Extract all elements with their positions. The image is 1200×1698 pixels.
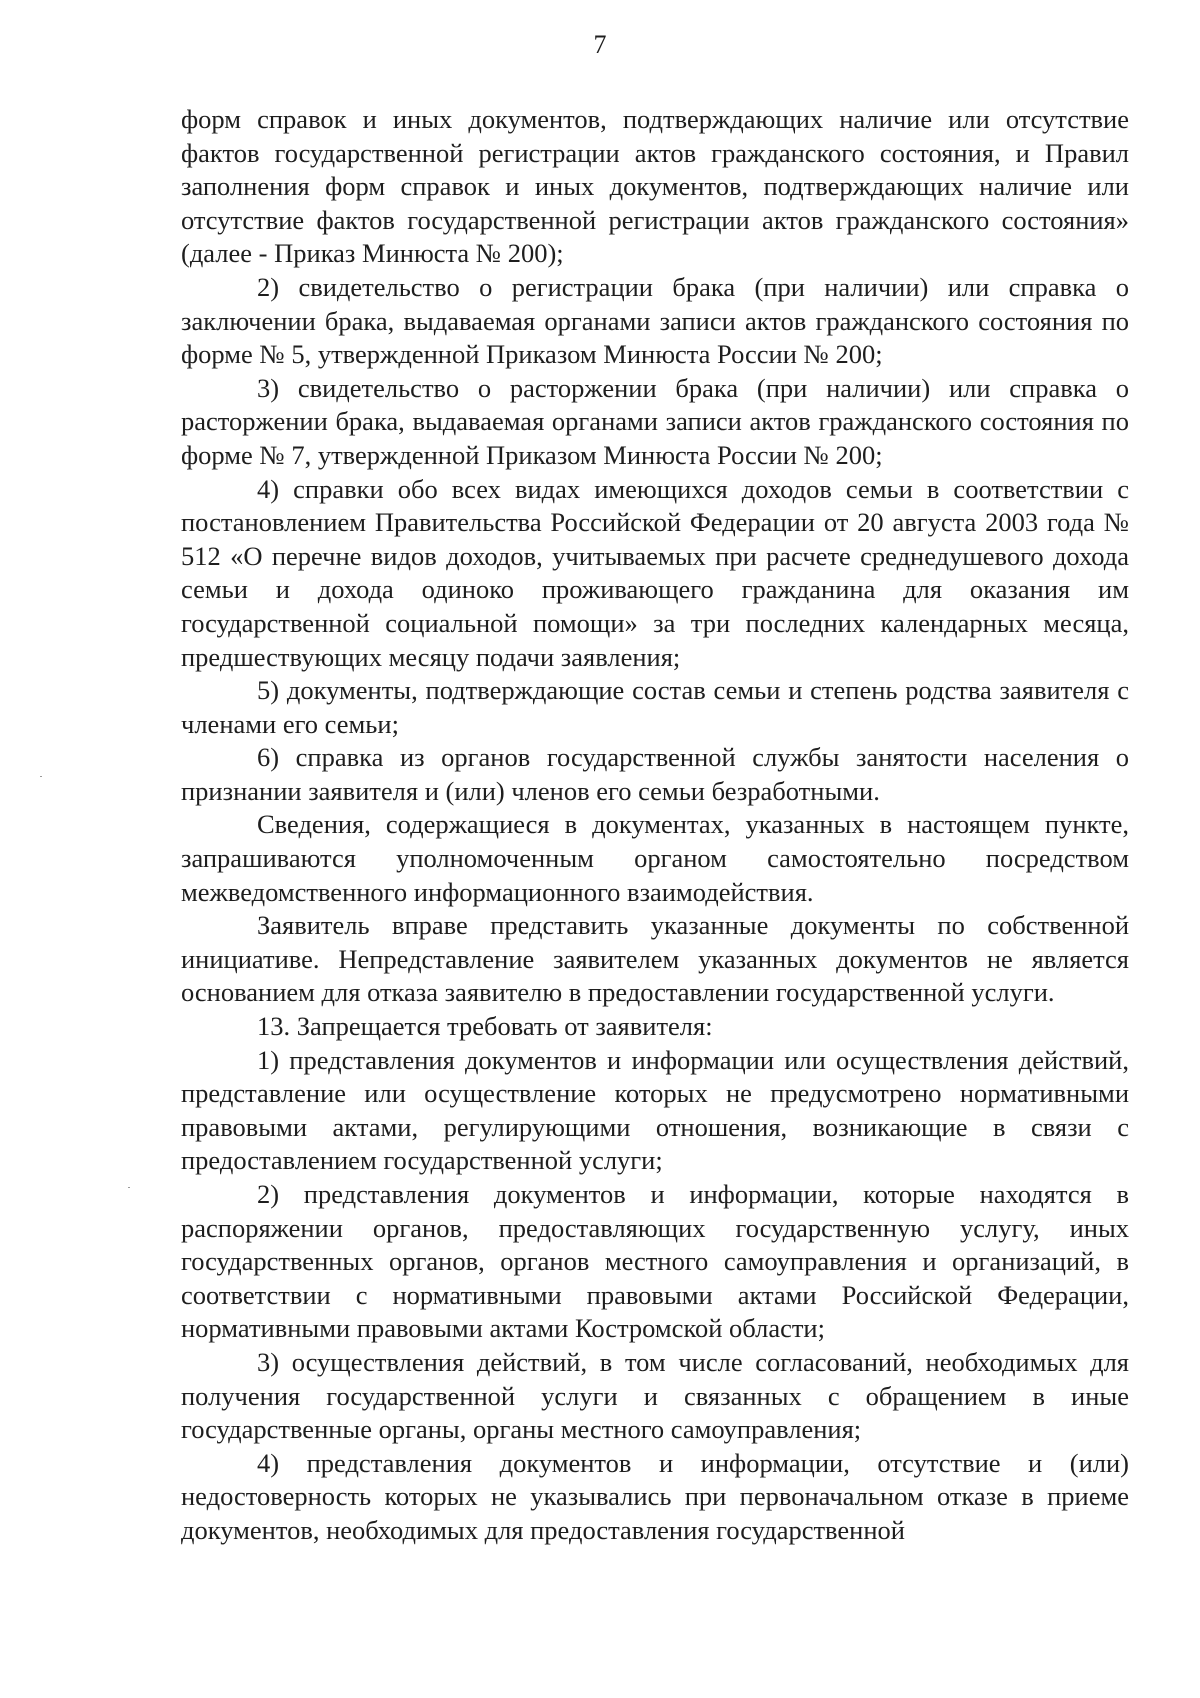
scan-speck <box>128 1187 130 1188</box>
paragraph-prohibition-3: 3) осуществления действий, в том числе согласований, необходимых для получения государственной услуги и связанных с обращением в иные государственные органы, органы местного самоуправления; <box>181 1346 1129 1445</box>
paragraph-item-6-unemployment: 6) справка из органов государственной службы занятости населения о признании заявителя и (или) членов его семьи безработными. <box>181 742 1129 806</box>
document-body <box>181 103 1129 1548</box>
paragraph-prohibition-1: 1) представления документов и информации или осуществления действий, представление или осуществление которых не предусмотрено нормативными правовыми актами, регулирующими отношения, возникающие в связи с предоставлением государственной услуги; <box>181 1044 1129 1176</box>
paragraph-prohibition-4: 4) представления документов и информации, отсутствие и (или) недостоверность которых не указывались при первоначальном отказе в приеме документов, необходимых для предоставления государственной <box>181 1447 1129 1545</box>
paragraph-own-initiative: Заявитель вправе представить указанные документы по собственной инициативе. Непредставление заявителем указанных документов не является основанием для отказа заявителю в предоставлении государственной услуги. <box>181 910 1129 1008</box>
paragraph-item-5-family-composition: 5) документы, подтверждающие состав семьи и степень родства заявителя с членами его семьи; <box>181 675 1129 739</box>
paragraph-intro-continuation: форм справок и иных документов, подтверждающих наличие или отсутствие фактов государственной регистрации актов гражданского состояния, и Правил заполнения форм справок и иных документов, подтверждающих наличие или отсутствие фактов государственной регистрации актов гражданского состояния» (далее - Приказ Минюста № 200); <box>181 104 1129 269</box>
page-number: 7 <box>593 30 607 59</box>
paragraph-item-3-divorce-certificate: 3) свидетельство о расторжении брака (при наличии) или справка о расторжении брака, выдаваемая органами записи актов гражданского состояния по форме № 7, утвержденной Приказом Минюста России № 200; <box>181 372 1129 470</box>
paragraph-prohibition-2: 2) представления документов и информации, которые находятся в распоряжении органов, предоставляющих государственную услугу, иных государственных органов, органов местного самоуправления и организаций, в соответствии с нормативными правовыми актами Российской Федерации, нормативными правовыми актами Костромской области; <box>181 1179 1129 1344</box>
paragraph-section-13-heading: 13. Запрещается требовать от заявителя: <box>257 1011 713 1042</box>
paragraph-item-4-income-statements: 4) справки обо всех видах имеющихся доходов семьи в соответствии с постановлением Правительства Российской Федерации от 20 августа 2003 года № 512 «О перечне видов доходов, учитываемых при расчете среднедушевого дохода семьи и дохода одиноко проживающего гражданина для оказания им государственной социальной помощи» за три последних календарных месяца, предшествующих месяцу подачи заявления; <box>181 473 1129 672</box>
paragraph-interagency-request: Сведения, содержащиеся в документах, указанных в настоящем пункте, запрашиваются уполномоченным органом самостоятельно посредством межведомственного информационного взаимодействия. <box>181 809 1129 907</box>
paragraph-item-2-marriage-certificate: 2) свидетельство о регистрации брака (при наличии) или справка о заключении брака, выдаваемая органами записи актов гражданского состояния по форме № 5, утвержденной Приказом Минюста России № 200; <box>181 271 1129 370</box>
scan-speck <box>40 776 42 777</box>
